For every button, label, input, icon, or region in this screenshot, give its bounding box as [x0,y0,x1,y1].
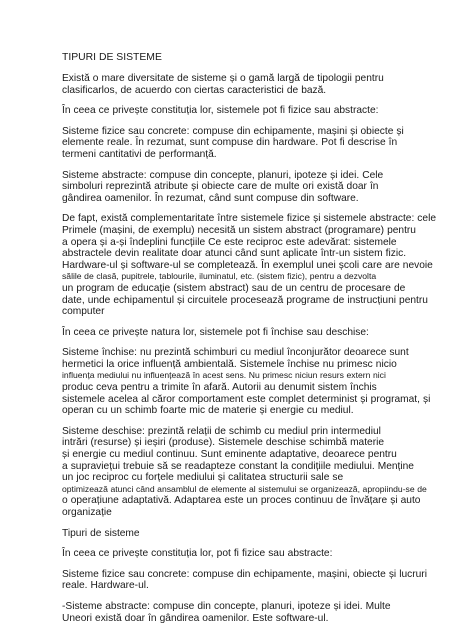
paragraph [62,105,434,117]
text-line: un program de educație (sistem abstract) sau de un centru de procesare de [62,282,406,294]
text-line: În ceea ce privește constituția lor, pot fi fizice sau abstracte: [62,548,333,560]
text-line: simboluri reprezintă atribute și obiecte care de multe ori există doar în [62,181,379,193]
paragraph [62,548,434,560]
text-line: Există o mare diversitate de sisteme și o gamă largă de tipologii pentru [62,73,384,84]
text-line: De fapt, există complementaritate între sistemele fizice și sistemele abstracte: cele [62,213,436,225]
text-line: produc ceva pentru a trimite în afară. Autorii au denumit sistem închis [62,382,377,394]
text-line: Tipuri de sisteme [62,527,140,539]
text-line: În ceea ce privește natura lor, sistemele pot fi închise sau deschise: [62,326,369,338]
text-line: a supraviețui trebuie să se readapteze constant la condițiile mediului. Menține [62,460,414,472]
paragraph [62,170,434,205]
paragraph [62,347,434,417]
text-line: clasificarlos, de acuerdo con ciertas caracteristici de bază. [62,84,327,96]
text-line: organizație [62,507,112,518]
text-line: elemente reale. În rezumat, sunt compuse din hardware. Pot fi descrise în [62,137,398,149]
text-line: a opera și a-și îndeplini funcțiile Ce este reciproc este adevărat: sistemele [62,236,397,248]
text-line: influența mediului nu influențează în acest sens. Nu primesc niciun resurs extern nici [62,370,386,381]
text-line: o operațiune adaptativă. Adaptarea este un proces continuu de învățare și auto [62,495,421,507]
text-line: computer [62,306,105,318]
text-line: -Sisteme abstracte: compuse din concepte, planuri, ipoteze și idei. Multe [62,600,391,612]
text-line: gândirea oamenilor. În rezumat, când sunt compuse din software. [62,192,359,204]
paragraph [62,569,434,592]
text-line: termeni cantitativi de performanță. [62,148,217,160]
text-line: optimizează atunci când ansamblul de elemente al sistemului se organizează, apropiindu-se de [62,483,427,494]
text-line: sălile de clasă, pupitrele, tablourile, iluminatul, etc. (sistem fizic), pentru a dezvolta [62,271,377,282]
text-line: Sisteme fizice sau concrete: compuse din echipamente, mașini, obiecte și lucruri [62,568,427,580]
text-line: un joc reciproc cu forțele mediului și calitatea structurii sale se [62,472,344,484]
paragraph [62,126,434,161]
text-line: Primele (mașini, de exemplu) necesită un sistem abstract (programare) pentru [62,224,416,236]
text-line: Sisteme închise: nu prezintă schimburi cu mediul înconjurător deoarece sunt [62,347,409,359]
text-line: intrări (resurse) și ieșiri (produse). Sistemele deschise schimbă materie [62,437,385,449]
paragraph [62,601,434,624]
text-line: Sisteme fizice sau concrete: compuse din echipamente, mașini și obiecte și [62,125,404,137]
paragraph [62,73,434,96]
text-line: operan cu un schimb foarte mic de materie și energie cu mediul. [62,405,354,417]
text-line: hermetici la orice influență ambientală. Sistemele închise nu primesc nicio [62,358,397,370]
paragraph [62,327,434,339]
document-title: TIPURI DE SISTEME [62,52,162,63]
text-line: sistemele acelea al căror comportament este complet determinist și programat, și [62,393,431,405]
text-line: În ceea ce privește constituția lor, sistemele pot fi fizice sau abstracte: [62,105,379,117]
text-line: date, unde echipamentul și circuitele procesează programe de instrucțiuni pentru [62,294,428,306]
paragraph [62,213,434,317]
text-line: Uneori există doar în gândirea oamenilor. Este software-ul. [62,612,329,624]
text-line: abstractele devin realitate doar atunci când sunt aplicate într-un sistem fizic. [62,248,407,260]
text-line: Sisteme deschise: prezintă relații de schimb cu mediul prin intermediul [62,425,381,437]
text-line: Sisteme abstracte: compuse din concepte, planuri, ipoteze și idei. Cele [62,169,384,181]
paragraph [62,528,434,540]
paragraph [62,426,434,519]
text-line: reale. Hardware-ul. [62,580,149,592]
document-body [62,73,434,624]
text-line: Hardware-ul și software-ul se completează. În exemplul unei școli care are nevoie [62,259,433,271]
text-line: și energie cu mediul continuu. Sunt eminente adaptative, deoarece pentru [62,449,397,461]
